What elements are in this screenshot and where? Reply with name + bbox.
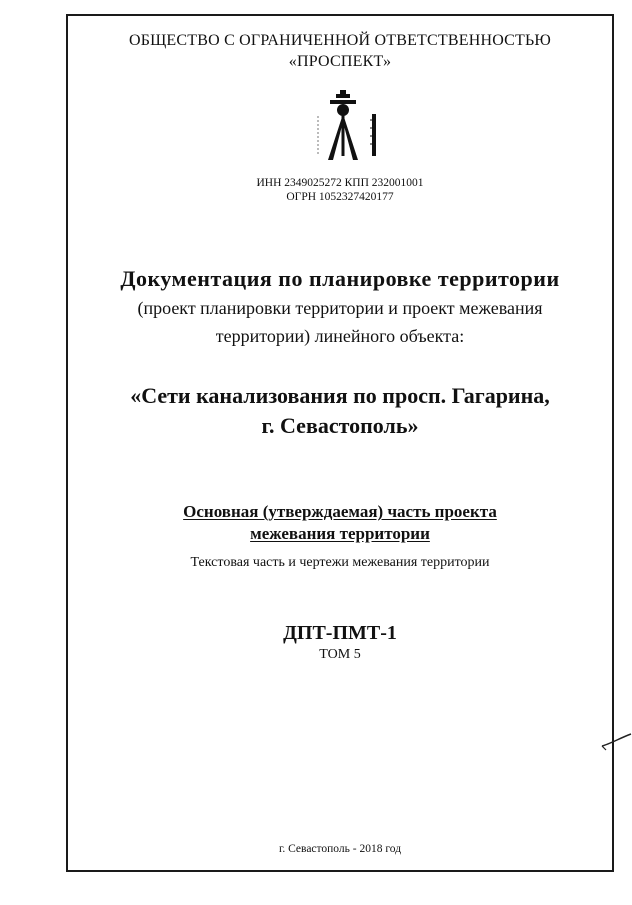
document-title: Документация по планировке территории	[120, 266, 560, 291]
object-name-line2: г. Севастополь»	[261, 413, 419, 438]
document-subtitle-line1: (проект планировки территории и проект межевания	[137, 298, 543, 318]
document-title-block	[82, 266, 598, 348]
tripod-surveying-instrument-icon	[300, 88, 390, 164]
object-name	[82, 381, 598, 441]
part-subtitle: Текстовая часть и чертежи межевания территории	[190, 555, 490, 570]
organization-name: ОБЩЕСТВО С ОГРАНИЧЕННОЙ ОТВЕТСТВЕННОСТЬЮ	[128, 32, 552, 49]
part-title-line1: Основная (утверждаемая) часть проекта	[183, 502, 497, 521]
organization-brand: «ПРОСПЕКТ»	[288, 53, 392, 70]
ogrn: ОГРН 1052327420177	[286, 191, 394, 203]
volume-number: ТОМ 5	[319, 647, 361, 662]
part-title	[68, 501, 612, 545]
document-subtitle-line2: территории) линейного объекта:	[215, 326, 465, 346]
object-name-line1: «Сети канализования по просп. Гагарина,	[130, 383, 550, 408]
part-title-line2: межевания территории	[250, 524, 430, 543]
organization-header	[68, 30, 612, 72]
requisites	[68, 176, 612, 204]
document-code: ДПТ-ПМТ-1	[283, 622, 397, 644]
footer-city-year: г. Севастополь - 2018 год	[278, 843, 402, 855]
inn-kpp: ИНН 2349025272 КПП 232001001	[256, 177, 424, 189]
page-frame	[66, 14, 614, 872]
pen-stroke-mark	[600, 724, 632, 754]
